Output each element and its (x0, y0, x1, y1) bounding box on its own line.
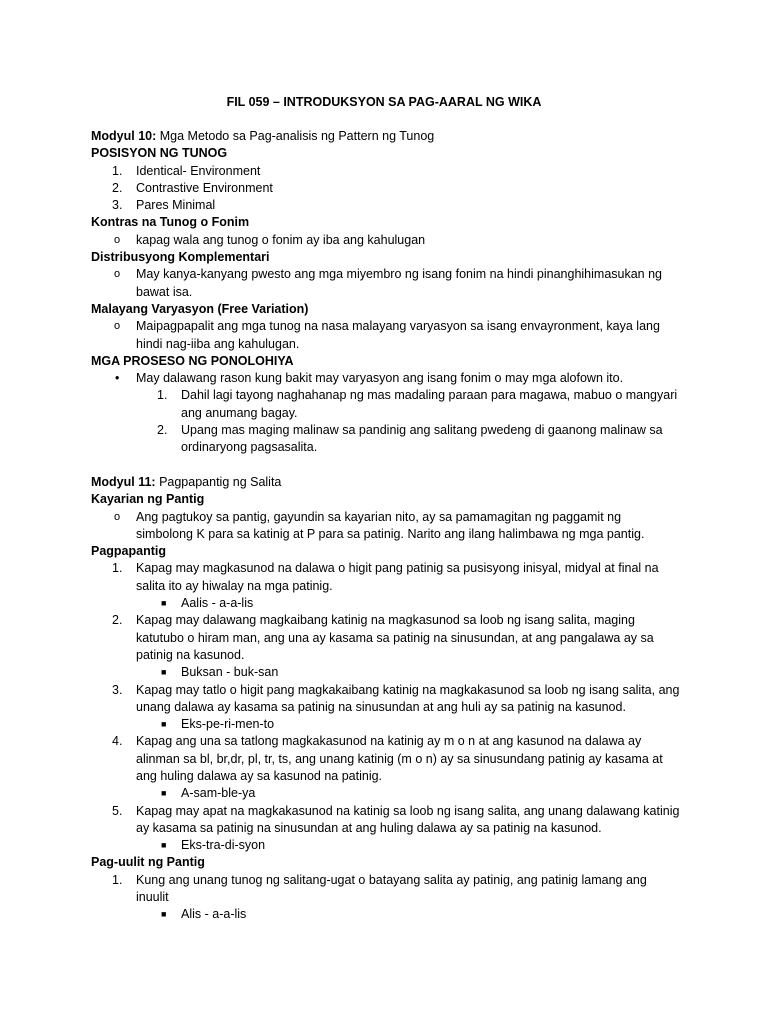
list-item (91, 872, 691, 889)
list-item-continuation: bawat isa. (136, 284, 193, 299)
list-item-continuation: ang huling dalawa ay sa kasunod na patinig. (136, 768, 383, 783)
spacer (91, 457, 691, 474)
modyul-11-heading (91, 474, 691, 491)
list-item-text: Maipagpapalit ang mga tunog na nasa malayang varyasyon sa isang envayronment, kaya lang (136, 319, 660, 334)
list-item (91, 232, 691, 249)
section-heading-posisyon: POSISYON NG TUNOG (91, 146, 228, 161)
list-item (91, 509, 691, 526)
list-number: 4. (112, 734, 123, 749)
list-item (91, 612, 691, 629)
list-item-text: Contrastive Environment (136, 180, 273, 195)
list-item-continuation: ang anumang bagay. (181, 405, 298, 420)
list-item-text: Dahil lagi tayong naghahanap ng mas madaling paraan para magawa, mabuo o mangyari (181, 388, 678, 403)
square-bullet-icon: ■ (161, 667, 167, 678)
list-item-text: Kapag may dalawang magkaibang katinig na magkasunod sa loob ng isang salita, maging (136, 613, 635, 628)
example-item (91, 785, 691, 802)
square-bullet-icon: ■ (161, 719, 167, 730)
list-number: 1. (112, 163, 123, 178)
list-item-text: Kung ang unang tunog ng salitang-ugat o batayang salita ay patinig, ang patinig lamang ang (136, 872, 647, 887)
sub-list-item (91, 422, 691, 439)
list-item-text: Kapag may tatlo o higit pang magkakaibang katinig na magkakasunod sa loob ng isang salita, ang (136, 682, 680, 697)
example-text: Aalis - a-a-lis (181, 596, 254, 611)
list-number: 2. (112, 180, 123, 195)
square-bullet-icon: ■ (161, 840, 167, 851)
example-text: Eks-tra-di-syon (181, 838, 266, 853)
list-number: 2. (157, 423, 168, 438)
square-bullet-icon: ■ (161, 788, 167, 799)
list-item-text: May dalawang rason kung bakit may varyasyon ang isang fonim o may mga alofown ito. (136, 371, 624, 386)
list-item-text: Ang pagtukoy sa pantig, gayundin sa kayarian nito, ay sa pamamagitan ng paggamit ng (136, 509, 622, 524)
example-item (91, 664, 691, 681)
list-item-continuation: salita ito ay hiwalay na mga patinig. (136, 578, 333, 593)
list-item-continuation: inuulit (136, 890, 169, 905)
bullet-icon: • (115, 371, 120, 386)
list-item-text: kapag wala ang tunog o fonim ay iba ang kahulugan (136, 232, 426, 247)
example-text: Eks-pe-ri-men-to (181, 717, 275, 732)
example-text: Alis - a-a-lis (181, 907, 247, 922)
list-item (91, 370, 691, 387)
list-item-text: Kapag may apat na magkakasunod na katinig sa loob ng isang salita, ang unang dalawang katinig (136, 803, 680, 818)
list-number: 3. (112, 682, 123, 697)
modyul-10-label: Modyul 10: (91, 129, 157, 143)
list-item-continuation: alinman sa bl, br,dr, pl, tr, ts, ang unang katinig (m o n) ay sa sinusundang patinig ay kasama at (136, 751, 663, 766)
modyul-11-label: Modyul 11: (91, 474, 156, 489)
example-item (91, 906, 691, 923)
circle-bullet-icon: o (114, 510, 121, 523)
list-item-text: Upang mas maging malinaw sa pandinig ang salitang pwedeng di gaanong malinaw sa (181, 423, 663, 438)
list-number: 3. (112, 198, 123, 213)
sub-list-item (91, 387, 691, 404)
list-item-continuation: katutubo o hiram man, ang una ay kasama sa patinig na sinusundan, at ang pangalawa ay sa (136, 630, 654, 645)
list-item (91, 266, 691, 283)
modyul-10-text: Mga Metodo sa Pag-analisis ng Pattern ng Tunog (156, 129, 435, 143)
list-item (91, 682, 691, 699)
list-item (91, 180, 691, 197)
list-number: 1. (112, 561, 123, 576)
list-item (91, 163, 691, 180)
square-bullet-icon: ■ (161, 909, 167, 920)
list-item-text: Kapag may magkasunod na dalawa o higit pang patinig sa pusisyong inisyal, midyal at final na (136, 561, 659, 576)
list-item-continuation: simbolong K para sa katinig at P para sa patinig. Narito ang ilang halimbawa ng mga pantig. (136, 526, 645, 541)
list-number: 1. (112, 872, 123, 887)
modyul-11-text: Pagpapantig ng Salita (155, 474, 282, 489)
section-heading-pagpapantig: Pagpapantig (91, 544, 167, 559)
list-item-continuation: ay kasama sa patinig na sinusundan at ang huling dalawa ay sa patinig na kasunod. (136, 820, 602, 835)
list-item (91, 318, 691, 335)
document-title: FIL 059 – INTRODUKSYON SA PAG-AARAL NG WIKA (226, 95, 542, 109)
list-item-continuation: unang dalawa ay kasama sa patinig na sinusundan at ang huli ay sa patinig na kasunod. (136, 699, 626, 714)
list-item (91, 803, 691, 820)
section-heading-distribusyon: Distribusyong Komplementari (91, 250, 270, 265)
example-item (91, 837, 691, 854)
example-item (91, 716, 691, 733)
list-number: 5. (112, 803, 123, 818)
list-item-text: Identical- Environment (136, 163, 261, 178)
list-item-continuation: hindi nag-iiba ang kahulugan. (136, 336, 300, 351)
list-number: 2. (112, 613, 123, 628)
list-item (91, 560, 691, 577)
list-item-text: Kapag ang una sa tatlong magkakasunod na katinig ay m o n at ang kasunod na dalawa ay (136, 734, 642, 749)
circle-bullet-icon: o (114, 233, 121, 246)
list-item-continuation: ordinaryong pagsasalita. (181, 440, 318, 455)
modyul-10-heading (91, 128, 691, 145)
section-heading-proseso: MGA PROSESO NG PONOLOHIYA (91, 353, 294, 368)
list-item-text: May kanya-kanyang pwesto ang mga miyembro ng isang fonim na hindi pinanghihimasukan ng (136, 267, 663, 282)
list-item-text: Pares Minimal (136, 198, 216, 213)
section-heading-kontras: Kontras na Tunog o Fonim (91, 215, 250, 230)
circle-bullet-icon: o (114, 320, 121, 333)
section-heading-pag-uulit: Pag-uulit ng Pantig (91, 855, 205, 870)
section-heading-kayarian: Kayarian ng Pantig (91, 492, 205, 507)
document-body (91, 128, 691, 924)
list-item (91, 733, 691, 750)
section-heading-malayang-varyasyon: Malayang Varyasyon (Free Variation) (91, 301, 309, 316)
circle-bullet-icon: o (114, 268, 121, 281)
example-item (91, 595, 691, 612)
example-text: Buksan - buk-san (181, 665, 279, 680)
list-number: 1. (157, 388, 168, 403)
list-item-continuation: patinig na kasunod. (136, 647, 245, 662)
square-bullet-icon: ■ (161, 598, 167, 609)
list-item (91, 197, 691, 214)
example-text: A-sam-ble-ya (181, 786, 256, 801)
